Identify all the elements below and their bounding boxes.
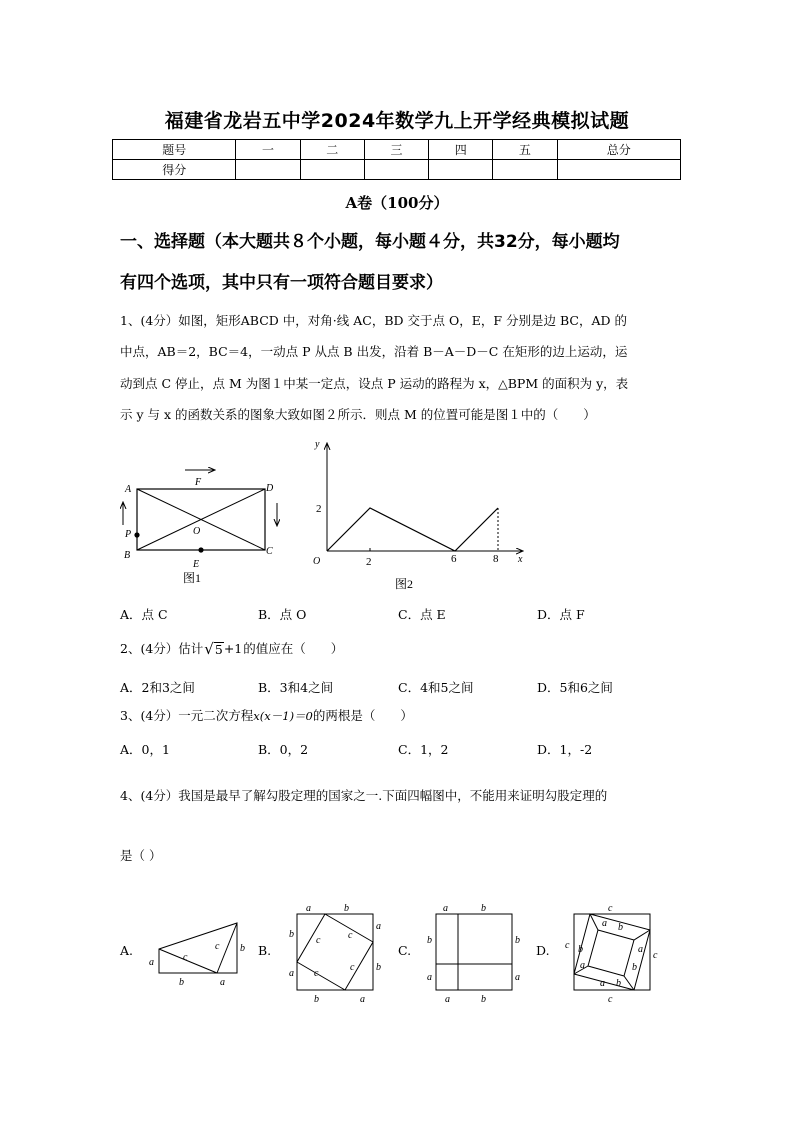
q4-figure-b xyxy=(288,900,380,1006)
label-p: P xyxy=(125,529,132,540)
label-b: b xyxy=(344,903,349,914)
score-cell: 二 xyxy=(300,140,364,160)
q2-option-b: B．3和4之间 xyxy=(258,680,334,695)
label-c: c xyxy=(608,994,613,1005)
label-b: b xyxy=(240,943,245,954)
q3-prefix: 3、(4分）一元二次方程 xyxy=(120,708,254,723)
score-cell: 四 xyxy=(429,140,493,160)
label-b: b xyxy=(515,935,520,946)
label-a: a xyxy=(289,968,294,979)
score-cell: 总分 xyxy=(557,140,680,160)
q4-line1: 4、(4分）我国是最早了解勾股定理的国家之一.下面四幅图中，不能用来证明勾股定理的 xyxy=(120,788,608,803)
score-cell: 得分 xyxy=(113,160,236,180)
y-axis-label: y xyxy=(315,439,320,450)
label-b: b xyxy=(481,994,486,1005)
q3-option-a: A．0，1 xyxy=(120,742,170,757)
label-a: a xyxy=(220,977,225,988)
label-a: a xyxy=(445,994,450,1005)
q4-line2: 是（ ） xyxy=(120,848,162,863)
tick-y-2: 2 xyxy=(316,503,322,515)
q4-option-a-label: A. xyxy=(120,943,134,958)
label-a: a xyxy=(306,903,311,914)
score-table-header-row xyxy=(113,140,681,160)
q2-radicand: 5 xyxy=(214,641,223,657)
label-a: a xyxy=(602,918,607,929)
label-b: b xyxy=(179,977,184,988)
function-graph-line xyxy=(327,508,498,551)
q1-line1: 1、(4分）如图，矩形ABCD 中，对角·线 AC，BD 交于点 O，E，F 分别是边 BC，AD 的 xyxy=(120,313,627,328)
label-b: b xyxy=(618,922,623,933)
q2-suffix: 的值应在（ ） xyxy=(243,641,344,656)
label-o: O xyxy=(193,526,201,537)
q4-figure-d xyxy=(562,900,662,1006)
q4-figure-c xyxy=(425,900,525,1006)
q2-line xyxy=(120,636,680,662)
tick-x-2: 2 xyxy=(366,556,372,568)
q1-option-a: A．点 C xyxy=(120,607,168,622)
section1-heading-line2: 有四个选项，其中只有一项符合题目要求） xyxy=(120,273,443,293)
section1-heading-line1: 一、选择题（本大题共８个小题，每小题４分，共32分，每小题均 xyxy=(120,232,620,252)
label-a: a xyxy=(376,921,381,932)
label-a: a xyxy=(443,903,448,914)
q4-option-c-label: C. xyxy=(398,943,412,958)
q2-plus-one: +1 xyxy=(223,641,243,656)
q3-option-b: B．0，2 xyxy=(258,742,309,757)
label-a: a xyxy=(638,944,643,955)
q1-line3: 动到点 C 停止，点 M 为图１中某一定点，设点 P 运动的路程为 x，△BPM 的面积为 y，表 xyxy=(120,376,629,391)
score-entry-cell xyxy=(429,160,493,180)
q1-option-b: B．点 O xyxy=(258,607,307,622)
label-a: A xyxy=(125,484,132,495)
label-a: a xyxy=(360,994,365,1005)
label-f: F xyxy=(195,477,202,488)
score-entry-cell xyxy=(493,160,557,180)
label-a: a xyxy=(600,978,605,989)
label-b: b xyxy=(314,994,319,1005)
label-c: c xyxy=(653,950,658,961)
x-axis-label: x xyxy=(518,554,523,565)
page-title: 福建省龙岩五中学2024年数学九上开学经典模拟试题 xyxy=(164,110,630,132)
label-b: b xyxy=(427,935,432,946)
label-c: c xyxy=(608,903,613,914)
figure1-caption: 图1 xyxy=(183,571,202,585)
point-e xyxy=(198,547,203,552)
label-a: a xyxy=(515,972,520,983)
origin-label: O xyxy=(313,556,321,567)
tick-x-6: 6 xyxy=(451,553,457,565)
label-d: D xyxy=(266,483,274,494)
score-cell: 三 xyxy=(364,140,428,160)
score-table xyxy=(112,139,681,180)
label-e: E xyxy=(193,559,200,570)
score-cell: 一 xyxy=(236,140,300,160)
label-b: b xyxy=(616,978,621,989)
label-c: c xyxy=(316,935,321,946)
figure2-caption: 图2 xyxy=(395,577,414,591)
q1-figure2 xyxy=(305,435,535,593)
score-entry-cell xyxy=(236,160,300,180)
q3-suffix: 的两根是（ ） xyxy=(312,708,413,723)
q2-prefix: 2、(4分）估计 xyxy=(120,641,204,656)
score-cell: 五 xyxy=(493,140,557,160)
label-b: B xyxy=(124,550,131,561)
label-c: c xyxy=(314,968,319,979)
score-cell: 题号 xyxy=(113,140,236,160)
label-b: b xyxy=(481,903,486,914)
score-table-score-row xyxy=(113,160,681,180)
label-c: c xyxy=(215,941,220,952)
label-c: c xyxy=(183,952,188,963)
q3-option-d: D．1，-2 xyxy=(537,742,593,757)
q1-line2: 中点，AB＝2，BC＝4，一动点 P 从点 B 出发，沿着 B－A－D－C 在矩形的边上运动，运 xyxy=(120,344,628,359)
label-b: b xyxy=(578,944,583,955)
q1-line4: 示 y 与 x 的函数关系的图象大致如图２所示．则点 M 的位置可能是图１中的（ ） xyxy=(120,407,596,422)
section-a-heading: A卷（100分） xyxy=(345,194,449,212)
q1-option-c: C．点 E xyxy=(398,607,446,622)
q1-figure1 xyxy=(115,460,290,590)
label-c: c xyxy=(350,962,355,973)
q2-sqrt-expression xyxy=(204,636,242,662)
label-c: c xyxy=(348,930,353,941)
q2-option-c: C．4和5之间 xyxy=(398,680,474,695)
q1-option-d: D．点 F xyxy=(537,607,585,622)
label-b: b xyxy=(632,962,637,973)
q3-option-c: C．1，2 xyxy=(398,742,449,757)
q4-option-b-label: B. xyxy=(258,943,272,958)
sqrt-icon: √ xyxy=(204,640,214,658)
label-a: a xyxy=(580,960,585,971)
q4-option-d-label: D. xyxy=(536,943,550,958)
q3-equation: x(x－1)＝0 xyxy=(253,709,313,723)
label-b: b xyxy=(376,962,381,973)
q2-option-d: D．5和6之间 xyxy=(537,680,613,695)
tick-x-8: 8 xyxy=(493,553,499,565)
score-entry-cell xyxy=(364,160,428,180)
q3-line xyxy=(120,703,680,729)
q2-option-a: A．2和3之间 xyxy=(120,680,195,695)
label-b: b xyxy=(289,929,294,940)
label-c: c xyxy=(565,940,570,951)
score-entry-cell xyxy=(557,160,680,180)
label-a: a xyxy=(149,957,154,968)
label-c: C xyxy=(266,546,273,557)
q4-figure-a xyxy=(145,915,245,990)
score-entry-cell xyxy=(300,160,364,180)
label-a: a xyxy=(427,972,432,983)
point-p xyxy=(134,532,139,537)
